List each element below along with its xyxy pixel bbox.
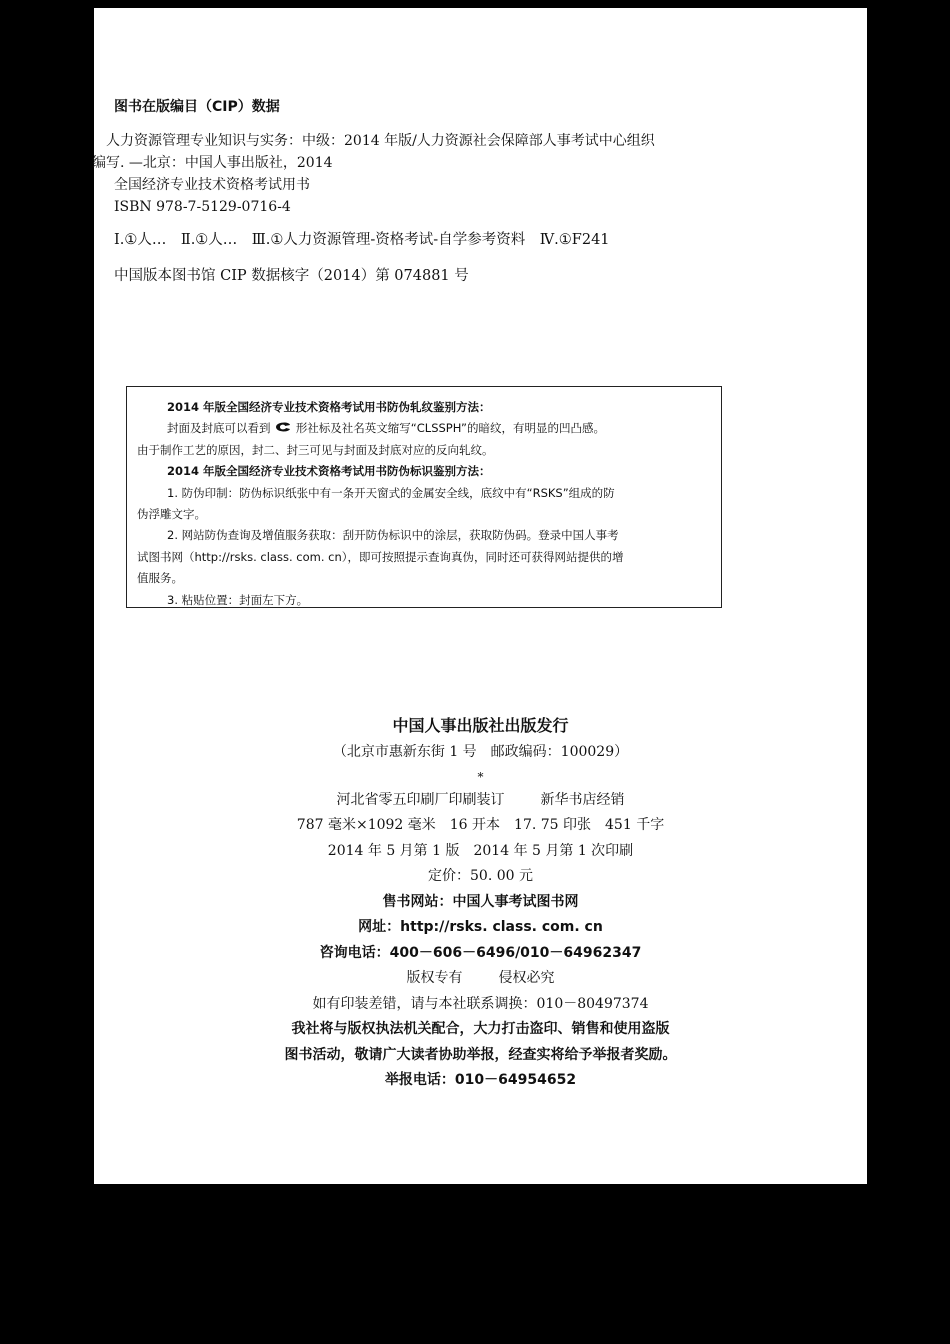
publisher-address: （北京市惠新东街 1 号 邮政编码：100029） [332, 744, 629, 760]
notice-heading-label: 2014 年版全国经济专业技术资格考试用书防伪标识鉴别方法： [167, 464, 491, 479]
anti-counterfeit-notice [126, 386, 722, 608]
notice-emboss-line [137, 418, 711, 439]
website-url: 网址：http://rsks. class. com. cn [358, 919, 603, 935]
copyright [94, 966, 867, 992]
cip-section [92, 96, 754, 299]
notice-emboss-text-b: 形社标及社名英文缩写“CLSSPH”的暗纹，有明显的凹凸感。 [295, 421, 605, 436]
cip-number: 中国版本图书馆 CIP 数据核字（2014）第 074881 号 [114, 267, 469, 284]
copyright-reserved: 版权专有 [406, 970, 463, 986]
infringement-notice: 侵权必究 [498, 970, 555, 986]
notice-item-1a: 1. 防伪印制：防伪标识纸张中有一条开天窗式的金属安全线，底纹中有“RSKS”组成的防 [167, 485, 615, 500]
cip-main-line-2: 编写. —北京：中国人事出版社，2014 [92, 155, 333, 171]
store-website: 售书网站：中国人事考试图书网 [382, 893, 579, 910]
notice-heading-emboss: 2014 年版全国经济专业技术资格考试用书防伪轧纹鉴别方法： [167, 400, 491, 414]
notice-item-1b: 伪浮雕文字。 [137, 507, 206, 522]
cip-isbn: ISBN 978-7-5129-0716-4 [114, 199, 291, 215]
printer: 河北省零五印刷厂印刷装订 [336, 791, 505, 808]
edition-info: 2014 年 5 月第 1 版 2014 年 5 月第 1 次印刷 [327, 842, 634, 859]
notice-item-2a: 2. 网站防伪查询及增值服务获取：刮开防伪标识中的涂层，获取防伪码。登录中国人事考 [167, 528, 619, 543]
notice-item-3: 3. 粘贴位置：封面左下方。 [167, 592, 309, 607]
separator-star: * [477, 769, 484, 784]
notice-item-2b: 试图书网（http://rsks. class. com. cn），即可按照提示查询真伪，同时还可获得网站提供的增 [137, 549, 624, 564]
notice-item-2c: 值服务。 [137, 571, 183, 586]
distributor: 新华书店经销 [540, 791, 625, 808]
report-phone: 举报电话：010－64954652 [384, 1072, 577, 1088]
price: 定价：50. 00 元 [428, 868, 533, 884]
notice-emboss-line-2: 由于制作工艺的原因，封二、封三可见与封面及封底对应的反向轧纹。 [137, 442, 494, 457]
cip-main-line-1: 人力资源管理专业知识与实务：中级：2014 年版/人力资源社会保障部人事考试中心组织 [106, 133, 655, 149]
anti-piracy-line-2: 图书活动，敬请广大读者协助举报，经查实将给予举报者奖励。 [284, 1046, 677, 1063]
cip-title: 图书在版编目（CIP）数据 [114, 99, 280, 115]
printer-distributor [94, 788, 867, 814]
colophon [94, 712, 867, 1094]
cip-series: 全国经济专业技术资格考试用书 [114, 177, 310, 193]
cip-classification: Ⅰ.①人… Ⅱ.①人… Ⅲ.①人力资源管理-资格考试-自学参考资料 Ⅳ.①F241 [114, 232, 610, 248]
defect-contact: 如有印装差错，请与本社联系调换：010－80497374 [312, 995, 649, 1012]
notice-emboss-text-a: 封面及封底可以看到 [167, 421, 271, 436]
publisher-logo-icon [274, 421, 292, 433]
inquiry-phone: 咨询电话：400－606－6496/010－64962347 [319, 944, 642, 961]
publisher-name: 中国人事出版社出版发行 [392, 716, 569, 735]
book-specs: 787 毫米×1092 毫米 16 开本 17. 75 印张 451 千字 [296, 817, 665, 833]
anti-piracy-line-1: 我社将与版权执法机关配合，大力打击盗印、销售和使用盗版 [291, 1021, 670, 1037]
